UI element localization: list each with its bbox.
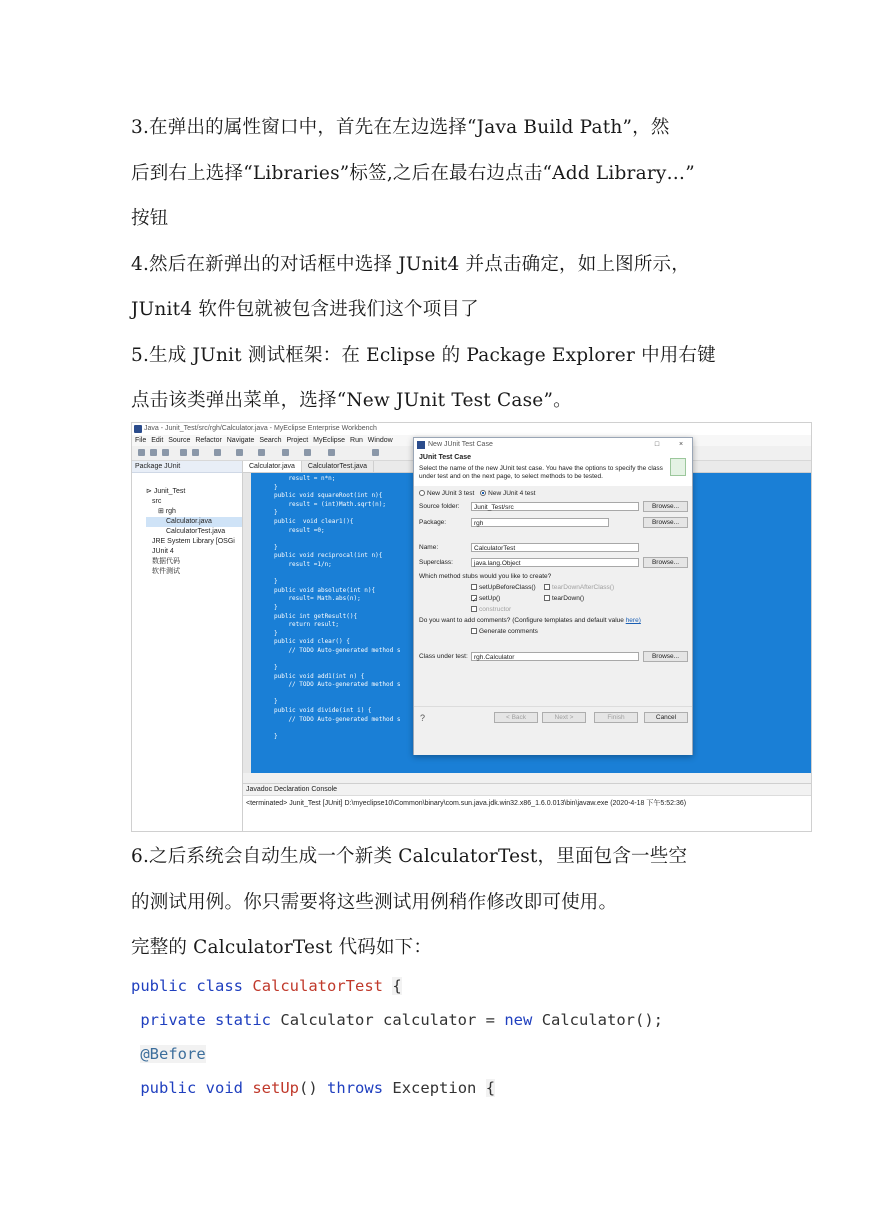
text-line: 5.生成 JUnit 测试框架：在 Eclipse 的 Package Explorer 中用右键 bbox=[131, 344, 716, 366]
editor-code-line: public void squareRoot(int n){ bbox=[274, 492, 383, 500]
stub-setupbeforeclass[interactable]: setUpBeforeClass() bbox=[471, 584, 536, 591]
paragraph-step3 bbox=[131, 105, 741, 424]
stubs-question: Which method stubs would you like to create? bbox=[419, 573, 552, 580]
editor-code-line: // TODO Auto-generated method s bbox=[274, 646, 401, 654]
editor-code-line: result= Math.abs(n); bbox=[274, 595, 361, 603]
radio-junit3[interactable] bbox=[419, 490, 425, 496]
console-tabs[interactable]: Javadoc Declaration Console bbox=[243, 784, 812, 796]
editor-code-line: public void reciprocal(int n){ bbox=[274, 552, 383, 560]
editor-code-line: public int getResult(){ bbox=[274, 612, 358, 620]
editor-code-line: result = (int)Math.sqrt(n); bbox=[274, 500, 386, 508]
stub-constructor[interactable]: constructor bbox=[471, 606, 511, 613]
save-icon[interactable] bbox=[150, 449, 157, 456]
editor-code-line: public void divide(int i) { bbox=[274, 707, 372, 715]
help-icon[interactable]: ? bbox=[420, 713, 426, 723]
run-icon[interactable] bbox=[192, 449, 199, 456]
window-titlebar bbox=[132, 423, 811, 435]
stub-teardownafterclass[interactable]: tearDownAfterClass() bbox=[544, 584, 614, 591]
superclass-label: Superclass: bbox=[419, 559, 453, 566]
editor-code-line bbox=[274, 655, 400, 664]
code-line: @Before bbox=[140, 1045, 206, 1063]
source-folder-input[interactable]: Junit_Test/src bbox=[471, 502, 639, 511]
editor-code-line: result = n*n; bbox=[274, 475, 336, 482]
radio-label: New JUnit 4 test bbox=[488, 490, 536, 497]
editor-code-line: // TODO Auto-generated method s bbox=[274, 715, 401, 723]
class-under-test-input[interactable]: rgh.Calculator bbox=[471, 652, 639, 661]
dialog-body bbox=[414, 486, 692, 706]
close-icon[interactable]: × bbox=[678, 441, 684, 448]
console-pane bbox=[243, 783, 812, 832]
nav-icon[interactable] bbox=[328, 449, 335, 456]
editor-tab[interactable]: CalculatorTest.java bbox=[302, 461, 374, 472]
text-line: 按钮 bbox=[131, 208, 169, 229]
tree-item-selected[interactable]: Calculator.java bbox=[146, 517, 242, 527]
tree-item[interactable]: src bbox=[152, 498, 162, 505]
perspective-icon[interactable] bbox=[372, 449, 379, 456]
editor-code-line: } bbox=[274, 509, 278, 517]
search-icon[interactable] bbox=[214, 449, 221, 456]
dialog-icon bbox=[417, 441, 425, 449]
editor-code-line: } bbox=[274, 603, 278, 611]
generate-comments-checkbox[interactable]: Generate comments bbox=[471, 628, 538, 635]
editor-code-line bbox=[274, 690, 400, 699]
source-folder-label: Source folder: bbox=[419, 503, 460, 510]
editor-code-line: public void clear1(){ bbox=[274, 517, 354, 525]
junit-wizard-icon bbox=[670, 458, 686, 476]
class-under-test-label: Class under test: bbox=[419, 653, 468, 660]
debug-icon[interactable] bbox=[180, 449, 187, 456]
package-input[interactable]: rgh bbox=[471, 518, 609, 527]
text-line: 4.然后在新弹出的对话框中选择 JUnit4 并点击确定，如上图所示， bbox=[131, 253, 690, 275]
tree-item[interactable]: ⊳ Junit_Test bbox=[146, 488, 186, 495]
text-line: 3.在弹出的属性窗口中，首先在左边选择“Java Build Path”，然 bbox=[131, 117, 670, 138]
dialog-description: Select the name of the new JUnit test case. You have the options to specify the class under test and on the next page, to select methods to be tested. bbox=[419, 465, 663, 480]
editor-gutter bbox=[243, 473, 251, 773]
package-label: Package: bbox=[419, 519, 447, 526]
editor-code-line: } bbox=[274, 483, 278, 491]
browser-icon[interactable] bbox=[304, 449, 311, 456]
dialog-title: New JUnit Test Case bbox=[428, 441, 493, 448]
browse-button[interactable]: Browse... bbox=[643, 501, 688, 512]
tree-item[interactable]: CalculatorTest.java bbox=[166, 528, 226, 535]
tree-item[interactable]: JRE System Library [OSGi bbox=[152, 538, 235, 545]
browse-button[interactable]: Browse... bbox=[643, 651, 688, 662]
cancel-button[interactable]: Cancel bbox=[644, 712, 688, 723]
stub-setup[interactable]: ✓ setUp() bbox=[472, 595, 501, 605]
radio-junit4[interactable] bbox=[480, 490, 486, 496]
paragraph-step6 bbox=[131, 834, 741, 971]
tree-item[interactable]: 软件测试 bbox=[152, 568, 180, 575]
back-button[interactable]: < Back bbox=[494, 712, 538, 723]
console-output: <terminated> Junit_Test [JUnit] D:\myeclipse10\Common\binary\com.sun.java.jdk.win32.x86_1.6.0.013\bin\javaw.exe (2020-4-18 下午5:52:36) bbox=[246, 800, 687, 807]
editor-code-line: result =1/n; bbox=[274, 560, 332, 568]
server-icon[interactable] bbox=[258, 449, 265, 456]
editor-code-line: } bbox=[274, 664, 278, 672]
editor-code[interactable] bbox=[274, 475, 400, 741]
superclass-input[interactable]: java.lang.Object bbox=[471, 558, 639, 567]
text-line: 点击该类弹出菜单，选择“New JUnit Test Case”。 bbox=[131, 390, 572, 411]
tree-item[interactable]: 数据代码 bbox=[152, 558, 180, 565]
open-type-icon[interactable] bbox=[236, 449, 243, 456]
editor-code-line: } bbox=[274, 732, 278, 740]
editor-code-line: public void absolute(int n){ bbox=[274, 586, 376, 594]
browse-button[interactable]: Browse... bbox=[643, 557, 688, 568]
editor-code-line: public void add1(int n) { bbox=[274, 672, 365, 680]
editor-code-line bbox=[274, 570, 400, 579]
code-line: private static Calculator calculator = new Calculator(); bbox=[140, 1011, 664, 1029]
junit-version-radio-group bbox=[419, 490, 535, 497]
package-explorer bbox=[132, 461, 243, 832]
dialog-heading: JUnit Test Case bbox=[419, 454, 471, 461]
project-tree bbox=[132, 473, 242, 577]
text-line: 的测试用例。你只需要将这些测试用例稍作修改即可使用。 bbox=[131, 891, 618, 913]
next-button[interactable]: Next > bbox=[542, 712, 586, 723]
dialog-header bbox=[414, 452, 692, 489]
code-line: public class CalculatorTest { bbox=[131, 977, 402, 995]
window-title: Java - Junit_Test/src/rgh/Calculator.java - MyEclipse Enterprise Workbench bbox=[144, 425, 377, 432]
new-junit-dialog bbox=[413, 437, 693, 755]
tree-item[interactable]: ⊞ rgh bbox=[158, 508, 176, 515]
finish-button[interactable]: Finish bbox=[594, 712, 638, 723]
package-explorer-tabs[interactable]: Package JUnit bbox=[132, 461, 242, 473]
editor-code-line: return result; bbox=[274, 621, 340, 629]
editor-code-line: } bbox=[274, 543, 278, 551]
text-line: 完整的 CalculatorTest 代码如下： bbox=[131, 937, 433, 958]
editor-code-line bbox=[274, 535, 400, 544]
menu-bar[interactable]: File Edit Source Refactor Navigate Search Project MyEclipse Run Window bbox=[132, 435, 811, 446]
myeclipse-logo-icon bbox=[134, 425, 142, 433]
tree-item[interactable]: JUnit 4 bbox=[152, 548, 174, 555]
text-line: JUnit4 软件包就被包含进我们这个项目了 bbox=[131, 299, 479, 320]
name-label: Name: bbox=[419, 544, 439, 551]
editor-code-line: // TODO Auto-generated method s bbox=[274, 681, 401, 689]
maximize-icon[interactable]: □ bbox=[654, 441, 660, 448]
editor-code-line: result =0; bbox=[274, 526, 325, 534]
editor-tab[interactable]: Calculator.java bbox=[243, 461, 302, 472]
comments-question: Do you want to add comments? (Configure templates and default value here) bbox=[419, 617, 641, 624]
configure-link[interactable]: here) bbox=[625, 617, 641, 624]
dialog-titlebar bbox=[414, 438, 692, 452]
stub-teardown[interactable]: tearDown() bbox=[544, 595, 584, 602]
text-line: 后到右上选择“Libraries”标签,之后在最右边点击“Add Library…” bbox=[131, 162, 695, 184]
editor-code-line: } bbox=[274, 629, 278, 637]
print-icon[interactable] bbox=[162, 449, 169, 456]
radio-label: New JUnit 3 test bbox=[427, 490, 475, 497]
editor-code-line: } bbox=[274, 578, 278, 586]
eclipse-screenshot bbox=[131, 422, 812, 832]
code-listing bbox=[131, 969, 663, 1105]
deploy-icon[interactable] bbox=[282, 449, 289, 456]
dialog-footer bbox=[414, 706, 692, 755]
text-line: 6.之后系统会自动生成一个新类 CalculatorTest，里面包含一些空 bbox=[131, 846, 688, 867]
editor-code-line: } bbox=[274, 698, 278, 706]
code-line: public void setUp() throws Exception { bbox=[140, 1079, 496, 1097]
editor-code-line: public void clear() { bbox=[274, 638, 350, 646]
new-icon[interactable] bbox=[138, 449, 145, 456]
name-input[interactable]: CalculatorTest bbox=[471, 543, 639, 552]
browse-button[interactable]: Browse... bbox=[643, 517, 688, 528]
editor-code-line bbox=[274, 724, 400, 733]
